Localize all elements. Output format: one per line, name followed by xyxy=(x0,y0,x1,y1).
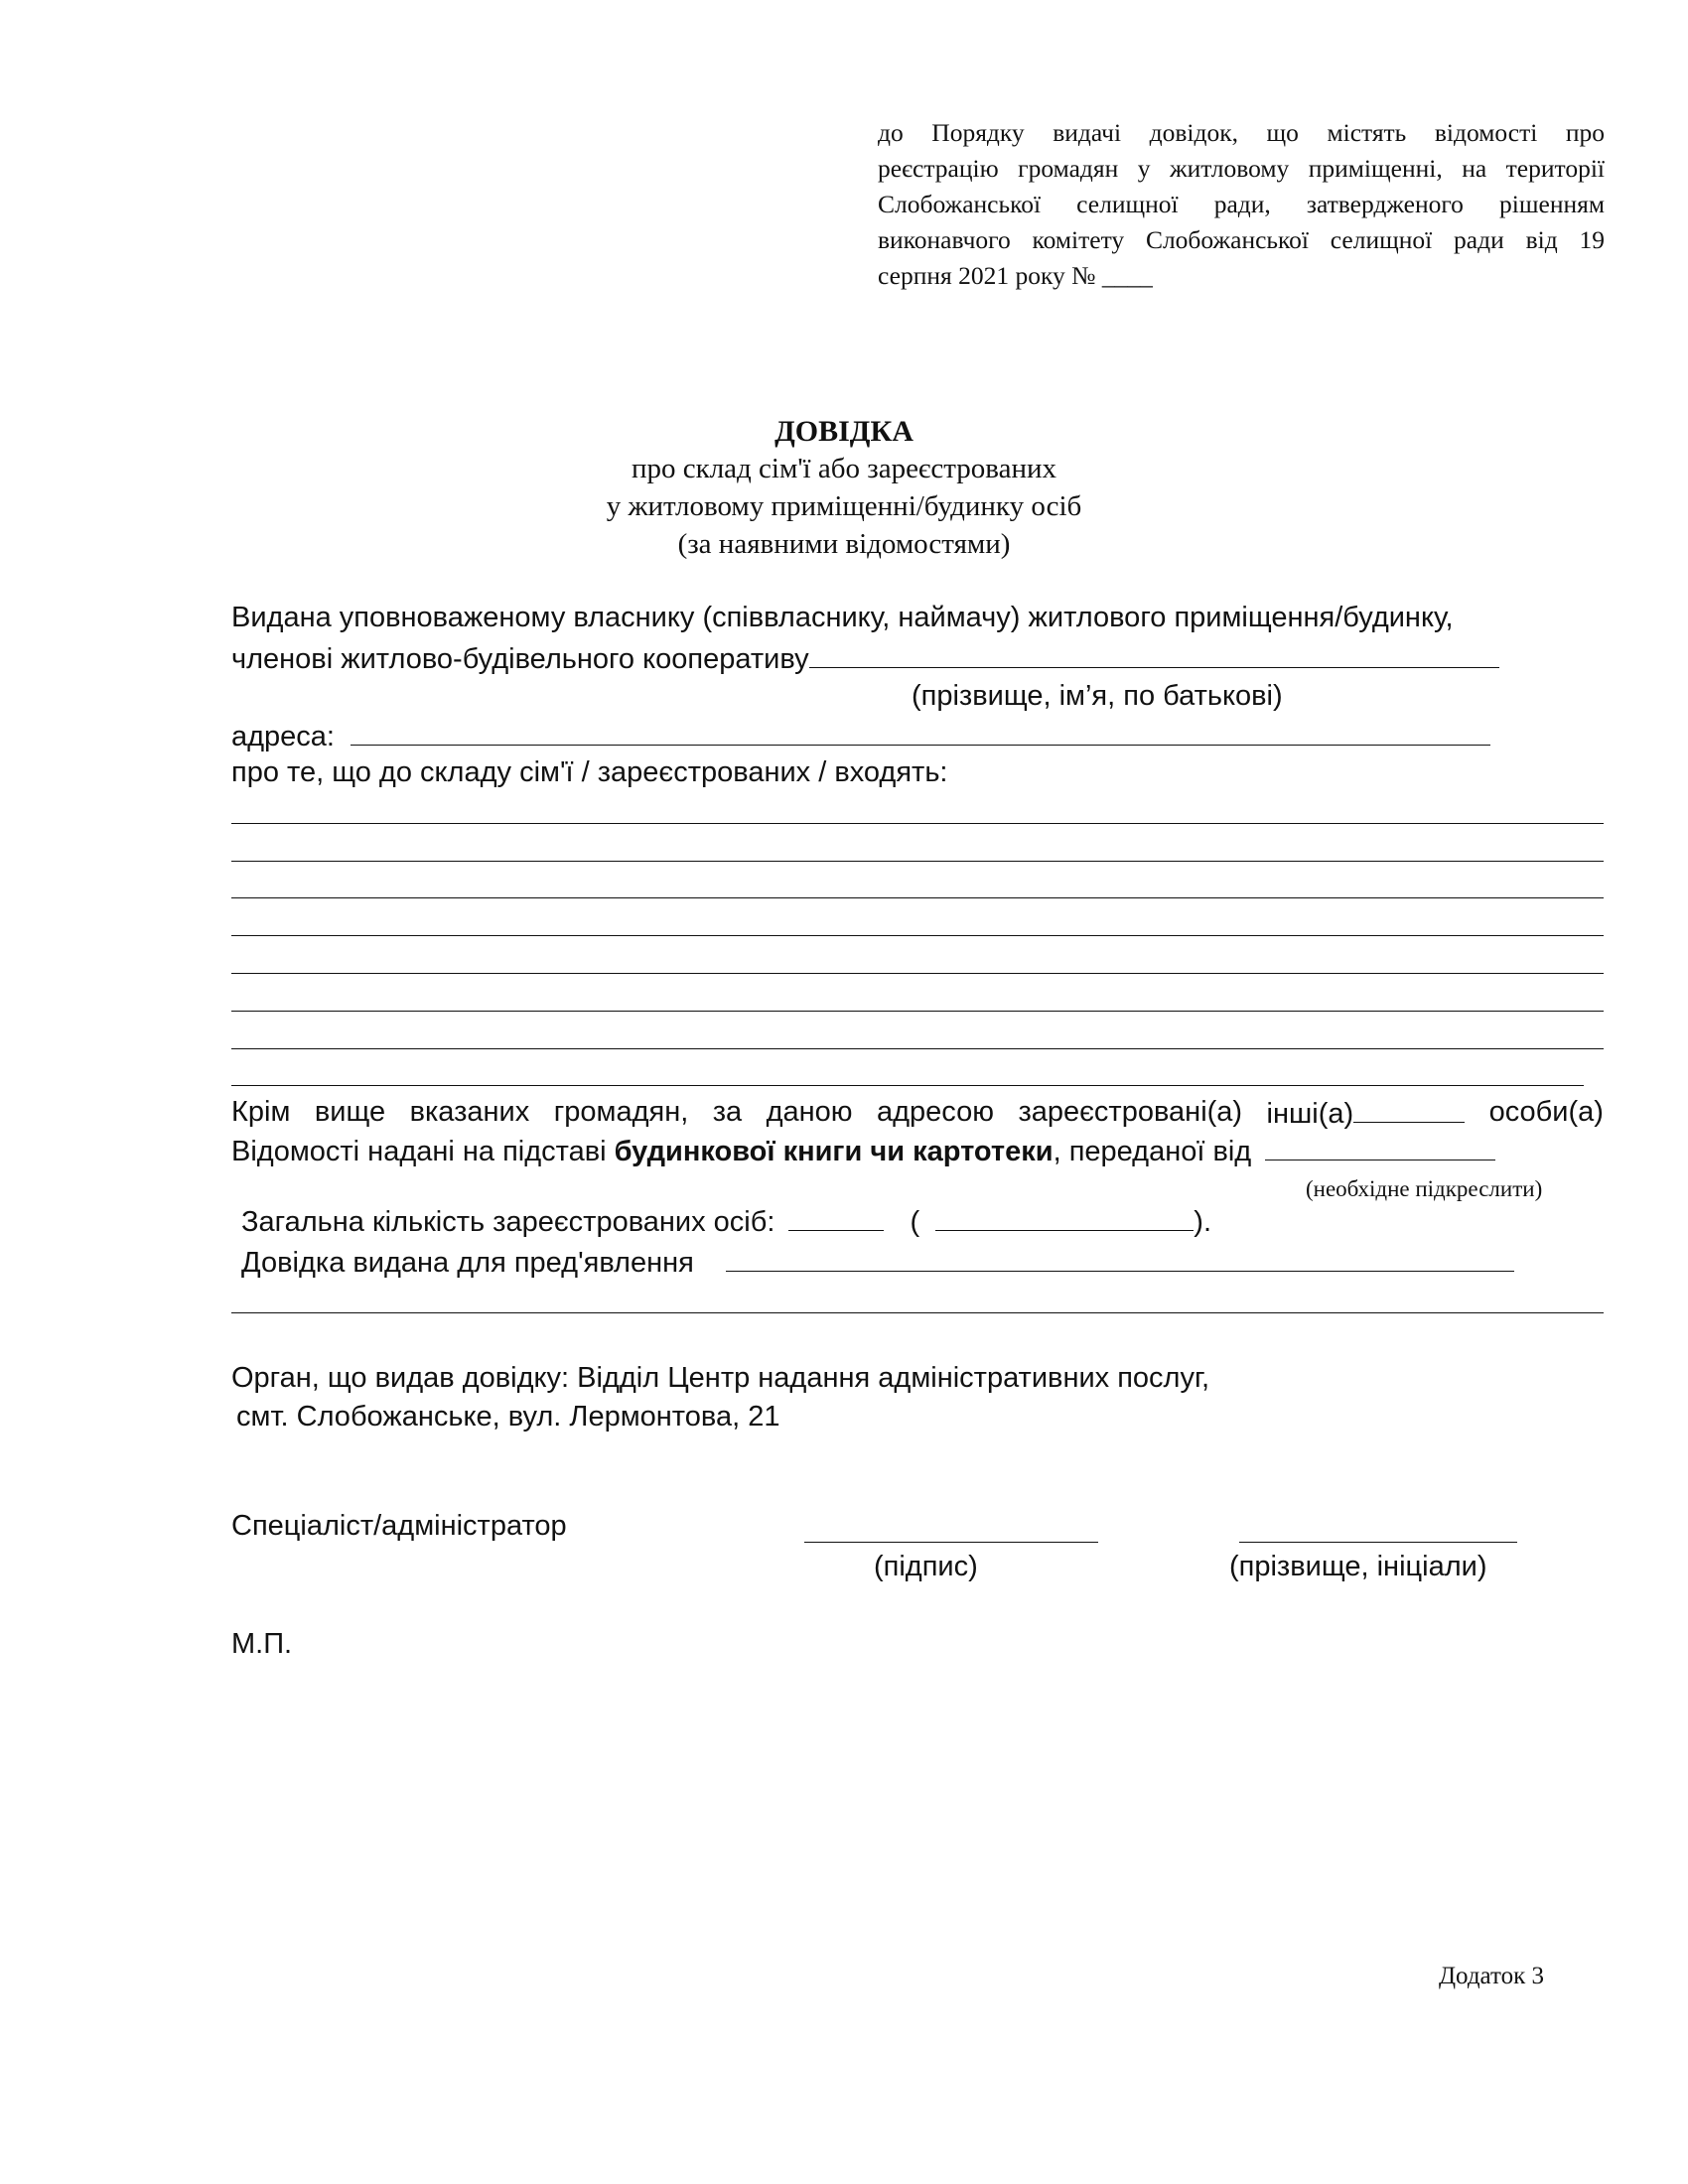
document-subtitle-line-1: про склад сім'ї або зареєстрованих xyxy=(631,453,1057,484)
preamble-line-5: серпня 2021 року № ____ xyxy=(878,261,1153,290)
purpose-label: Довідка видана для пред'явлення xyxy=(241,1247,694,1279)
member-line-6[interactable] xyxy=(231,1011,1604,1012)
basis-prefix: Відомості надані на підставі xyxy=(231,1136,615,1167)
initials-field[interactable] xyxy=(1239,1542,1517,1543)
issued-to-line-1: Видана уповноваженому власнику (співвласнику, наймачу) житлового приміщення/будинку, xyxy=(231,602,1454,633)
others-word: інші(а) xyxy=(1266,1098,1354,1130)
others-count-group xyxy=(1267,1096,1466,1131)
basis-bold: будинкової книги чи картотеки xyxy=(614,1136,1054,1167)
total-label: Загальна кількість зареєстрованих осіб: xyxy=(241,1206,775,1238)
basis-suffix: , переданої від xyxy=(1053,1136,1252,1167)
others-word: адресою xyxy=(877,1096,995,1128)
document-subtitle-line-2: у житловому приміщенні/будинку осіб xyxy=(606,490,1082,522)
document-subtitle-line-3: (за наявними відомостями) xyxy=(677,528,1011,560)
others-word: Крім xyxy=(231,1096,291,1128)
total-open-paren: ( xyxy=(910,1206,920,1238)
document-title: ДОВІДКА xyxy=(774,415,914,448)
basis-row xyxy=(231,1134,1495,1168)
others-registered-row xyxy=(231,1096,1604,1131)
address-field[interactable] xyxy=(351,719,1490,746)
total-words-field[interactable] xyxy=(935,1204,1194,1231)
preamble-line-3: Слобожанської селищної ради, затвердженого рішенням xyxy=(878,190,1605,218)
preamble-line-4: виконавчого комітету Слобожанської селищної ради від 19 xyxy=(878,225,1605,254)
preamble-line-2: реєстрацію громадян у житловому приміщенні, на території xyxy=(878,154,1605,183)
others-word: громадян, xyxy=(553,1096,689,1128)
member-line-4[interactable] xyxy=(231,935,1604,936)
member-line-7[interactable] xyxy=(231,1048,1604,1049)
initials-hint: (прізвище, ініціали) xyxy=(1229,1551,1487,1582)
member-line-8[interactable] xyxy=(231,1085,1584,1086)
address-row xyxy=(231,719,1490,753)
member-line-3[interactable] xyxy=(231,897,1604,898)
basis-from-field[interactable] xyxy=(1265,1134,1495,1160)
issuer-line-1: Орган, що видав довідку: Відділ Центр надання адміністративних послуг, xyxy=(231,1362,1210,1394)
purpose-field[interactable] xyxy=(726,1245,1514,1272)
cooperative-label: членові житлово-будівельного кооперативу xyxy=(231,643,809,675)
others-word: особи(а) xyxy=(1488,1096,1604,1128)
others-count-field[interactable] xyxy=(1353,1096,1465,1123)
seal-label: М.П. xyxy=(231,1628,293,1660)
issuer-line-2: смт. Слобожанське, вул. Лермонтова, 21 xyxy=(236,1401,780,1433)
preamble-line-1: до Порядку видачі довідок, що містять відомості про xyxy=(878,118,1605,147)
member-line-5[interactable] xyxy=(231,973,1604,974)
owner-name-hint: (прізвище, ім’я, по батькові) xyxy=(912,680,1283,712)
members-intro: про те, що до складу сім'ї / зареєстрованих / входять: xyxy=(231,756,948,788)
others-word: вище xyxy=(314,1096,386,1128)
others-word: зареєстровані(а) xyxy=(1018,1096,1243,1128)
others-word: даною xyxy=(766,1096,853,1128)
signature-field[interactable] xyxy=(804,1542,1098,1543)
signature-hint: (підпис) xyxy=(874,1551,978,1582)
member-line-2[interactable] xyxy=(231,861,1604,862)
issued-to-line-2 xyxy=(231,641,1499,676)
total-number-field[interactable] xyxy=(788,1204,884,1231)
preamble xyxy=(878,115,1605,294)
owner-name-field[interactable] xyxy=(809,641,1499,668)
total-close-paren: ). xyxy=(1194,1206,1211,1238)
others-word: вказаних xyxy=(409,1096,530,1128)
purpose-row xyxy=(241,1245,1514,1280)
specialist-label: Спеціаліст/адміністратор xyxy=(231,1510,567,1542)
appendix-label: Додаток 3 xyxy=(1439,1963,1544,1989)
member-line-1[interactable] xyxy=(231,823,1604,824)
address-label: адреса: xyxy=(231,721,335,752)
purpose-line-2[interactable] xyxy=(231,1312,1604,1313)
total-row xyxy=(241,1204,1211,1239)
others-word: за xyxy=(712,1096,743,1128)
basis-hint: (необхідне підкреслити) xyxy=(1306,1176,1543,1201)
